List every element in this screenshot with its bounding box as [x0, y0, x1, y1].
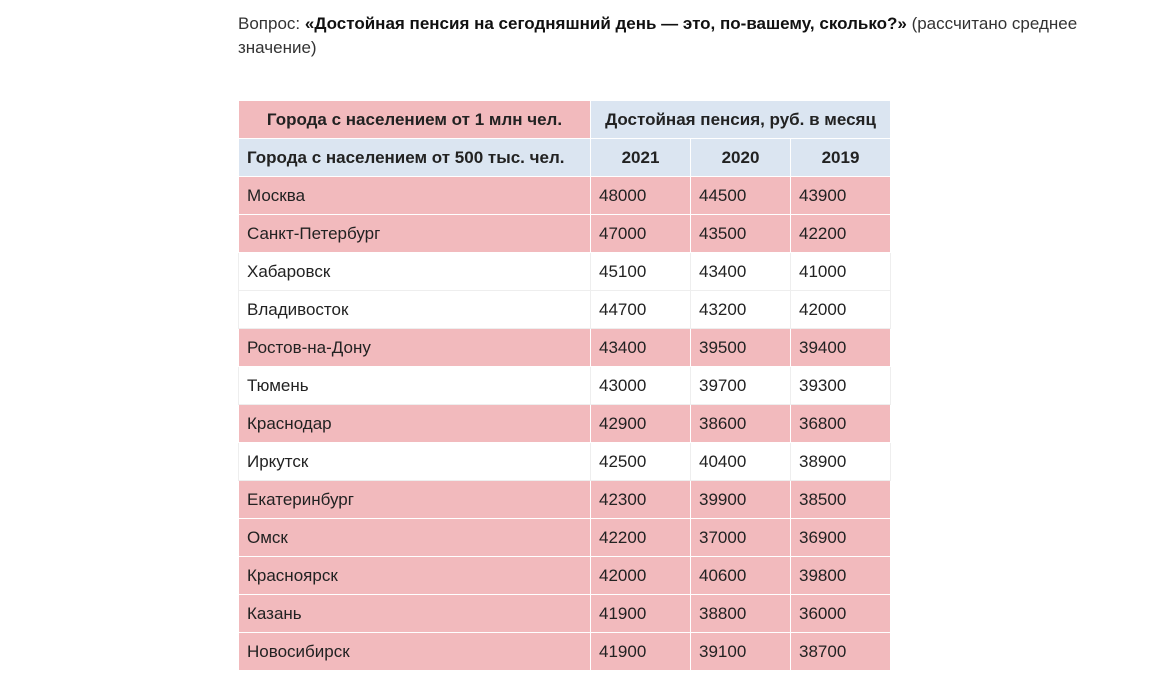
value-cell-2021: 43000: [591, 367, 691, 405]
header-year-2020: 2020: [691, 139, 791, 177]
value-cell-2019: 43900: [791, 177, 891, 215]
city-cell: Казань: [239, 595, 591, 633]
city-cell: Новосибирск: [239, 633, 591, 671]
value-cell-2019: 36800: [791, 405, 891, 443]
value-cell-2019: 39400: [791, 329, 891, 367]
value-cell-2020: 43200: [691, 291, 791, 329]
city-cell: Москва: [239, 177, 591, 215]
value-cell-2020: 40600: [691, 557, 791, 595]
value-cell-2019: 39300: [791, 367, 891, 405]
city-cell: Краснодар: [239, 405, 591, 443]
city-cell: Омск: [239, 519, 591, 557]
pension-table: [238, 100, 891, 671]
table-row: [239, 215, 891, 253]
value-cell-2021: 45100: [591, 253, 691, 291]
question-bold: «Достойная пенсия на сегодняшний день — это, по-вашему, сколько?»: [304, 14, 907, 33]
table-row: [239, 443, 891, 481]
value-cell-2020: 40400: [691, 443, 791, 481]
value-cell-2020: 39700: [691, 367, 791, 405]
value-cell-2020: 38800: [691, 595, 791, 633]
city-cell: Санкт-Петербург: [239, 215, 591, 253]
header-million-label: Города с населением от 1 млн чел.: [239, 101, 591, 139]
value-cell-2021: 44700: [591, 291, 691, 329]
city-cell: Иркутск: [239, 443, 591, 481]
table-row: [239, 291, 891, 329]
value-cell-2019: 38900: [791, 443, 891, 481]
value-cell-2019: 38500: [791, 481, 891, 519]
value-cell-2021: 42500: [591, 443, 691, 481]
table-row: [239, 177, 891, 215]
table-row: [239, 367, 891, 405]
city-cell: Тюмень: [239, 367, 591, 405]
header-500k-label: Города с населением от 500 тыс. чел.: [239, 139, 591, 177]
value-cell-2019: 38700: [791, 633, 891, 671]
value-cell-2021: 42300: [591, 481, 691, 519]
question-prefix: Вопрос:: [238, 14, 305, 33]
value-cell-2021: 41900: [591, 633, 691, 671]
value-cell-2021: 42200: [591, 519, 691, 557]
value-cell-2021: 42900: [591, 405, 691, 443]
table-row: [239, 633, 891, 671]
value-cell-2021: 41900: [591, 595, 691, 633]
value-cell-2020: 39900: [691, 481, 791, 519]
value-cell-2019: 36900: [791, 519, 891, 557]
table-row: [239, 329, 891, 367]
city-cell: Хабаровск: [239, 253, 591, 291]
value-cell-2020: 39100: [691, 633, 791, 671]
value-cell-2020: 44500: [691, 177, 791, 215]
value-cell-2019: 42000: [791, 291, 891, 329]
table-row: [239, 481, 891, 519]
value-cell-2020: 37000: [691, 519, 791, 557]
header-year-2021: 2021: [591, 139, 691, 177]
value-cell-2020: 39500: [691, 329, 791, 367]
city-cell: Екатеринбург: [239, 481, 591, 519]
value-cell-2019: 42200: [791, 215, 891, 253]
question-suffix: (рассчитано среднее значение): [238, 14, 1078, 57]
header-row-2: [239, 139, 891, 177]
question-text: [238, 12, 1138, 60]
value-cell-2020: 38600: [691, 405, 791, 443]
header-year-2019: 2019: [791, 139, 891, 177]
value-cell-2020: 43400: [691, 253, 791, 291]
value-cell-2019: 39800: [791, 557, 891, 595]
city-cell: Владивосток: [239, 291, 591, 329]
header-value-label: Достойная пенсия, руб. в месяц: [591, 101, 891, 139]
table-row: [239, 519, 891, 557]
header-row-1: [239, 101, 891, 139]
value-cell-2021: 47000: [591, 215, 691, 253]
table-row: [239, 557, 891, 595]
city-cell: Ростов-на-Дону: [239, 329, 591, 367]
table-row: [239, 253, 891, 291]
value-cell-2020: 43500: [691, 215, 791, 253]
value-cell-2021: 48000: [591, 177, 691, 215]
value-cell-2019: 41000: [791, 253, 891, 291]
table-row: [239, 595, 891, 633]
value-cell-2021: 42000: [591, 557, 691, 595]
city-cell: Красноярск: [239, 557, 591, 595]
table-row: [239, 405, 891, 443]
value-cell-2019: 36000: [791, 595, 891, 633]
value-cell-2021: 43400: [591, 329, 691, 367]
